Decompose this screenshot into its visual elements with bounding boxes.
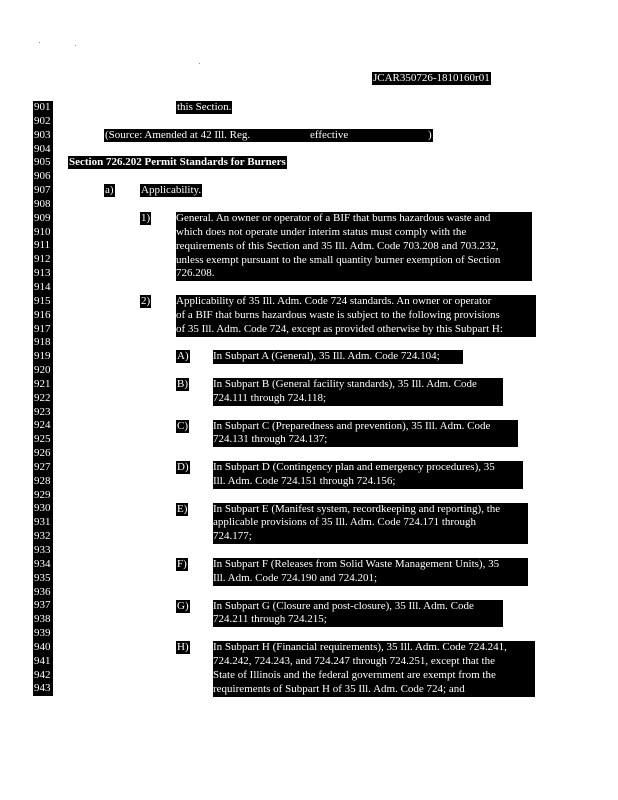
subsection-a-label: a): [105, 184, 114, 196]
subitem-text: [213, 461, 523, 489]
source-note: [104, 129, 433, 142]
subitem-label: C): [177, 419, 188, 432]
line-number: 912: [33, 253, 53, 267]
subitem-text: [213, 503, 528, 545]
subitem-text: [213, 350, 463, 364]
line-number: 932: [33, 530, 53, 544]
line-number: 906: [33, 170, 53, 184]
line-number: 940: [33, 641, 53, 655]
subitem-line: In Subpart B (General facility standards), 35 Ill. Adm. Code: [213, 378, 477, 390]
subitem-text: [213, 641, 535, 696]
line-number: 923: [33, 406, 53, 420]
scan-speck: [39, 42, 40, 43]
source-effective: effective: [310, 129, 349, 141]
line-number: 919: [33, 350, 53, 364]
subitem-line: In Subpart D (Contingency plan and emergency procedures), 35: [213, 461, 495, 474]
line-number: 915: [33, 295, 53, 309]
line-number: 911: [33, 239, 53, 253]
subitem-line: In Subpart C (Preparedness and prevention), 35 Ill. Adm. Code: [213, 419, 491, 432]
line-number-column: [33, 101, 53, 696]
line-number: 905: [33, 156, 53, 170]
subitem-line: requirements of Subpart H of 35 Ill. Adm. Code 724; and: [213, 682, 465, 695]
line-number: 907: [33, 184, 53, 198]
subitem-text: [213, 558, 528, 586]
line-number: 934: [33, 558, 53, 572]
line-number: 904: [33, 143, 53, 157]
line-number: 939: [33, 627, 53, 641]
subitem-label: A): [177, 350, 189, 363]
line-number: 925: [33, 433, 53, 447]
subitem-label: E): [177, 502, 188, 515]
line-number: 942: [33, 669, 53, 683]
subitem-label: H): [177, 641, 189, 654]
paragraph-line: requirements of this Section and 35 Ill. Adm. Code 703.208 and 703.232,: [176, 239, 499, 252]
scan-speck: [199, 63, 200, 64]
paragraph-2-label: 2): [141, 295, 151, 307]
line-number: 929: [33, 489, 53, 503]
line-number: 931: [33, 516, 53, 530]
line-number: 936: [33, 586, 53, 600]
paragraph-2-text: [176, 295, 536, 337]
paragraph-line: of 35 Ill. Adm. Code 724, except as provided otherwise by this Subpart H:: [176, 322, 503, 335]
subitem-line: Ill. Adm. Code 724.190 and 724.201;: [213, 571, 378, 584]
subitem-label: G): [177, 599, 189, 612]
line-number: 903: [33, 129, 53, 143]
subitem-line: Ill. Adm. Code 724.151 through 724.156;: [213, 474, 396, 487]
line-number: 917: [33, 323, 53, 337]
subitem-line: 724.177;: [213, 530, 252, 543]
paragraph-line: unless exempt pursuant to the small quantity burner exemption of Section: [176, 253, 501, 266]
subitem-label: F): [177, 558, 187, 571]
subitem-line: 724.211 through 724.215;: [213, 613, 327, 626]
line-number: 937: [33, 599, 53, 613]
source-prefix: (Source: Amended at 42 Ill. Reg.: [105, 129, 251, 141]
line-number: 943: [33, 682, 53, 696]
section-heading: Section 726.202 Permit Standards for Burners: [69, 156, 286, 168]
line-number: 941: [33, 655, 53, 669]
subitem-text: [213, 378, 503, 406]
paragraph-1-label: 1): [141, 212, 151, 224]
subitem-line: State of Illinois and the federal government are exempt from the: [213, 668, 496, 681]
line-number: 920: [33, 364, 53, 378]
line-901-text: this Section.: [177, 101, 232, 113]
subitem-text: [213, 420, 518, 448]
line-number: 938: [33, 613, 53, 627]
paragraph-line: which does not operate under interim status must comply with the: [176, 225, 467, 238]
subitem-line: 724.242, 724.243, and 724.247 through 724.251, except that the: [213, 654, 495, 667]
subitem-line: In Subpart H (Financial requirements), 35 Ill. Adm. Code 724.241,: [213, 641, 507, 654]
paragraph-line: 726.208.: [176, 267, 215, 280]
line-number: 922: [33, 392, 53, 406]
line-number: 928: [33, 475, 53, 489]
line-number: 909: [33, 212, 53, 226]
line-number: 921: [33, 378, 53, 392]
line-number: 901: [33, 101, 53, 115]
scan-speck: [75, 45, 76, 46]
line-number: 930: [33, 502, 53, 516]
line-number: 935: [33, 572, 53, 586]
paragraph-line: of a BIF that burns hazardous waste is subject to the following provisions: [176, 308, 500, 321]
line-number: 924: [33, 419, 53, 433]
line-number: 916: [33, 309, 53, 323]
line-number: 913: [33, 267, 53, 281]
source-suffix: ): [428, 129, 432, 141]
subitem-label: B): [177, 378, 188, 390]
line-number: 933: [33, 544, 53, 558]
paragraph-line: Applicability of 35 Ill. Adm. Code 724 standards. An owner or operator: [176, 295, 492, 307]
subitem-line: applicable provisions of 35 Ill. Adm. Code 724.171 through: [213, 516, 477, 529]
subitem-line: 724.131 through 724.137;: [213, 433, 328, 446]
line-number: 918: [33, 336, 53, 350]
line-number: 910: [33, 226, 53, 240]
subitem-line: In Subpart E (Manifest system, recordkeeping and reporting), the: [213, 502, 501, 515]
subitem-line: 724.111 through 724.118;: [213, 391, 327, 404]
line-number: 926: [33, 447, 53, 461]
line-number: 927: [33, 461, 53, 475]
subitem-text: [213, 600, 503, 628]
subitem-label: D): [177, 461, 189, 474]
paragraph-line: General. An owner or operator of a BIF that burns hazardous waste and: [176, 212, 491, 224]
line-number: 908: [33, 198, 53, 212]
subitem-line: In Subpart G (Closure and post-closure), 35 Ill. Adm. Code: [213, 599, 474, 612]
document-code-header: JCAR350726-1810160r01: [373, 72, 490, 84]
subsection-a-text: Applicability.: [141, 184, 202, 196]
line-number: 914: [33, 281, 53, 295]
subitem-line: In Subpart A (General), 35 Ill. Adm. Code 724.104;: [213, 350, 440, 363]
line-number: 902: [33, 115, 53, 129]
paragraph-1-text: [176, 212, 532, 281]
subitem-line: In Subpart F (Releases from Solid Waste Management Units), 35: [213, 558, 500, 571]
